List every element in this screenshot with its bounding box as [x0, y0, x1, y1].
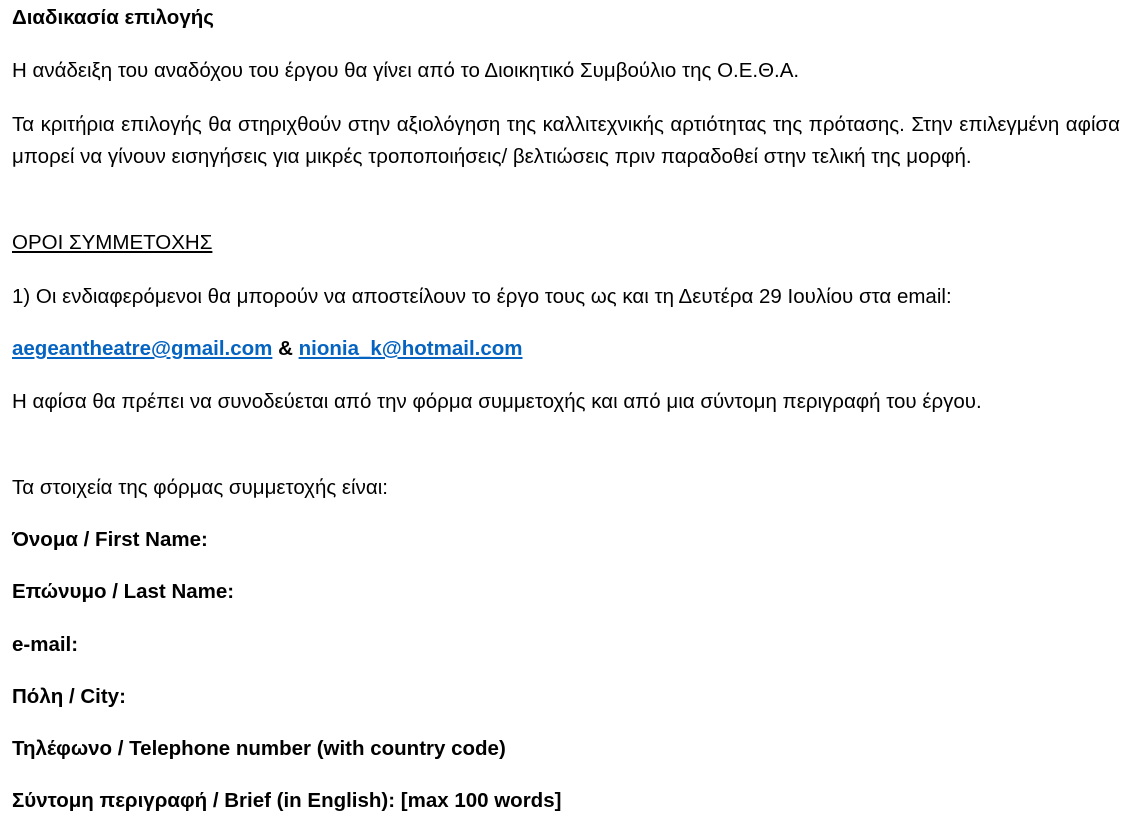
form-field-email: e-mail: — [12, 633, 79, 656]
ampersand: & — [278, 337, 293, 360]
paragraph-poster-requirements: Η αφίσα θα πρέπει να συνοδεύεται από την φόρμα συμμετοχής και από μια σύντομη περιγραφή του έργου. — [12, 390, 982, 413]
email-link-aegeantheatre[interactable]: aegeantheatre@gmail.com — [12, 337, 273, 360]
form-field-brief: Σύντομη περιγραφή / Brief (in English): [max 100 words] — [12, 789, 562, 812]
form-field-city: Πόλη / City: — [12, 685, 126, 708]
section-heading: Διαδικασία επιλογής — [12, 6, 214, 29]
document-page — [12, 0, 1120, 822]
form-field-first-name: Όνομα / First Name: — [12, 528, 208, 551]
paragraph-selection-body: Η ανάδειξη του αναδόχου του έργου θα γίνει από το Διοικητικό Συμβούλιο της Ο.Ε.Θ.Α. — [12, 59, 800, 82]
form-field-last-name: Επώνυμο / Last Name: — [12, 580, 235, 603]
email-line — [12, 333, 1120, 365]
term-1-deadline: 1) Οι ενδιαφερόμενοι θα μπορούν να αποστείλουν το έργο τους ως και τη Δευτέρα 29 Ιουλίου στα email: — [12, 285, 952, 308]
form-field-telephone: Τηλέφωνο / Telephone number (with country code) — [12, 737, 506, 760]
form-intro: Τα στοιχεία της φόρμας συμμετοχής είναι: — [12, 476, 388, 499]
email-link-nionia[interactable]: nionia_k@hotmail.com — [298, 337, 523, 360]
paragraph-criteria: Τα κριτήρια επιλογής θα στηριχθούν στην αξιολόγηση της καλλιτεχνικής αρτιότητας της πρότασης. Στην επιλεγμένη αφίσα μπορεί να γίνουν εισηγήσεις για μικρές τροποποιήσεις/ βελτιώσεις πριν παραδοθεί στην τελική της μορφή. — [12, 113, 1120, 168]
terms-heading: ΟΡΟΙ ΣΥΜΜΕΤΟΧΗΣ — [12, 231, 213, 254]
